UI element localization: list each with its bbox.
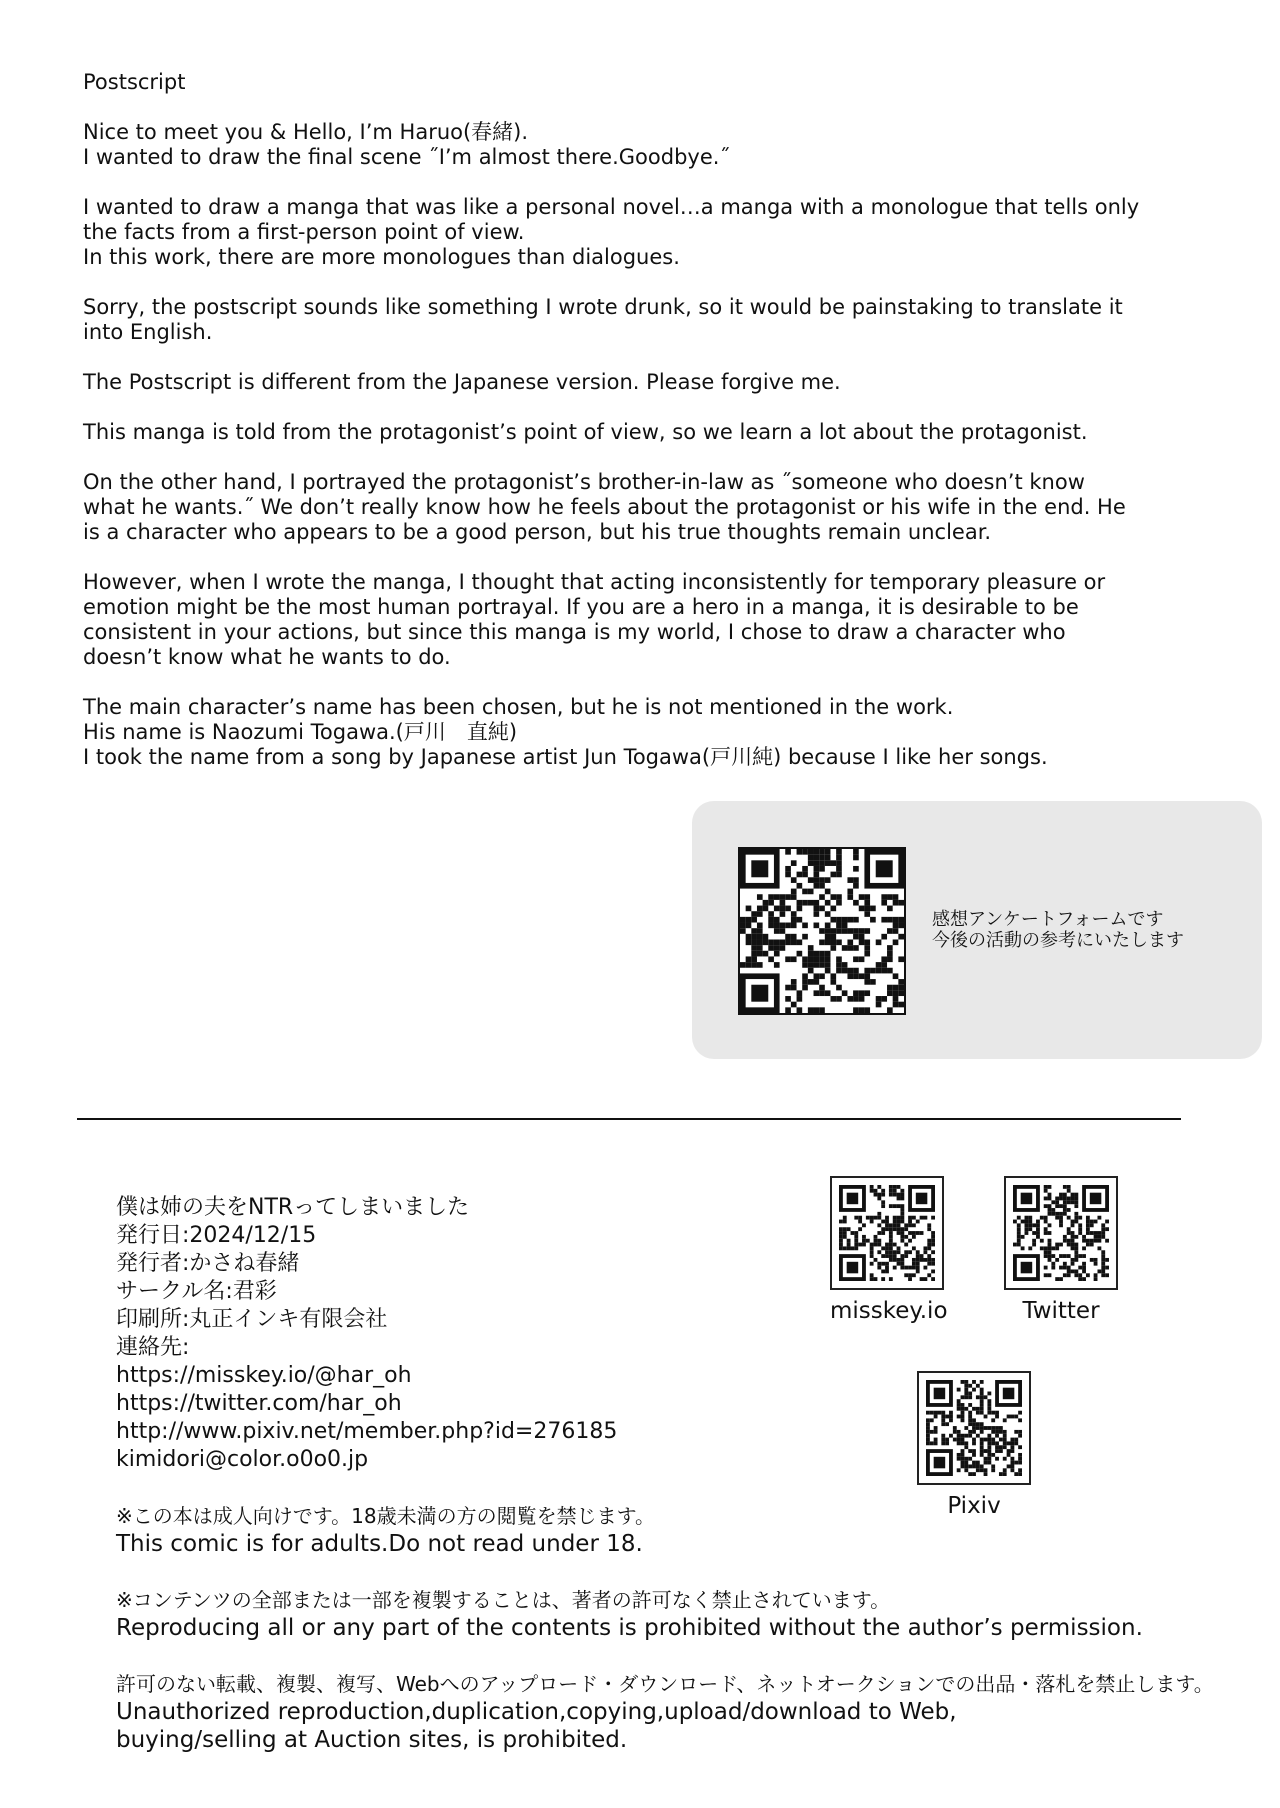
copyright-notice	[116, 1586, 1256, 1642]
qr-code-icon	[740, 849, 904, 1013]
paragraph	[83, 195, 1193, 270]
pixiv-qr[interactable]	[917, 1371, 1031, 1519]
postscript-title: Postscript	[83, 70, 186, 94]
reproduction-notice-en-1: Unauthorized reproduction,duplication,copying,upload/download to Web,	[116, 1699, 957, 1725]
text-line: consistent in your actions, but since this manga is my world, I chose to draw a character who	[83, 620, 1066, 644]
circle-name: サークル名:君彩	[116, 1279, 277, 1304]
survey-qr-code[interactable]	[738, 847, 906, 1015]
contact-misskey[interactable]: https://misskey.io/@har_oh	[116, 1363, 412, 1388]
survey-caption	[932, 909, 1184, 951]
text-line: doesn’t know what he wants to do.	[83, 645, 451, 669]
text-line: Nice to meet you & Hello, I’m Haruo(春緒).	[83, 120, 529, 144]
paragraph	[83, 470, 1193, 545]
adult-notice	[116, 1502, 1256, 1558]
text-line: In this work, there are more monologues than dialogues.	[83, 245, 680, 269]
contact-label: 連絡先:	[116, 1335, 190, 1360]
adult-notice-en: This comic is for adults.Do not read under 18.	[116, 1531, 643, 1557]
book-title: 僕は姉の夫をNTRってしまいました	[116, 1195, 470, 1220]
paragraph	[83, 420, 1193, 445]
misskey-qr-code[interactable]	[830, 1176, 944, 1290]
paragraph	[83, 295, 1193, 345]
divider	[77, 1118, 1181, 1120]
text-line: On the other hand, I portrayed the protagonist’s brother-in-law as ˝someone who doesn’t know	[83, 470, 1085, 494]
publish-date: 発行日:2024/12/15	[116, 1223, 317, 1248]
misskey-label: misskey.io	[830, 1298, 948, 1324]
twitter-qr-code[interactable]	[1004, 1176, 1118, 1290]
adult-notice-jp: ※この本は成人向けです。18歳未満の方の閲覧を禁じます。	[116, 1504, 656, 1528]
survey-line-2: 今後の活動の参考にいたします	[932, 930, 1184, 951]
copyright-notice-en: Reproducing all or any part of the contents is prohibited without the author’s permission.	[116, 1615, 1143, 1641]
text-line: emotion might be the most human portrayal. If you are a hero in a manga, it is desirable to be	[83, 595, 1079, 619]
twitter-qr[interactable]	[1004, 1176, 1118, 1324]
printer: 印刷所:丸正インキ有限会社	[116, 1307, 388, 1332]
text-line: However, when I wrote the manga, I thought that acting inconsistently for temporary pleasure or	[83, 570, 1106, 594]
reproduction-notice	[116, 1670, 1256, 1754]
survey-panel	[692, 801, 1262, 1059]
pixiv-qr-code[interactable]	[917, 1371, 1031, 1485]
text-line: The Postscript is different from the Japanese version. Please forgive me.	[83, 370, 841, 394]
text-line: I wanted to draw the final scene ˝I’m almost there.Goodbye.˝	[83, 145, 730, 169]
copyright-notice-jp: ※コンテンツの全部または一部を複製することは、著者の許可なく禁止されています。	[116, 1588, 891, 1612]
paragraph	[83, 370, 1193, 395]
text-line: into English.	[83, 320, 213, 344]
paragraph	[83, 120, 1193, 170]
survey-line-1: 感想アンケートフォームです	[932, 909, 1164, 930]
text-line: I wanted to draw a manga that was like a personal novel…a manga with a monologue that tells only	[83, 195, 1140, 219]
text-line: is a character who appears to be a good person, but his true thoughts remain unclear.	[83, 520, 992, 544]
postscript	[83, 70, 1193, 795]
contact-pixiv[interactable]: http://www.pixiv.net/member.php?id=276185	[116, 1419, 618, 1444]
text-line: what he wants.˝ We don’t really know how he feels about the protagonist or his wife in the end. He	[83, 495, 1126, 519]
text-line: His name is Naozumi Togawa.(戸川 直純)	[83, 720, 518, 744]
paragraph	[83, 695, 1193, 770]
misskey-qr[interactable]	[830, 1176, 948, 1324]
reproduction-notice-jp: 許可のない転載、複製、複写、Webへのアップロード・ダウンロード、ネットオークションでの出品・落札を禁止します。	[116, 1672, 1214, 1696]
paragraph	[83, 570, 1193, 670]
contact-email[interactable]: kimidori@color.o0o0.jp	[116, 1447, 369, 1472]
text-line: Sorry, the postscript sounds like something I wrote drunk, so it would be painstaking to translate it	[83, 295, 1123, 319]
qr-code-icon	[839, 1185, 935, 1281]
text-line: The main character’s name has been chosen, but he is not mentioned in the work.	[83, 695, 954, 719]
qr-code-icon	[926, 1380, 1022, 1476]
pixiv-label: Pixiv	[947, 1493, 1001, 1519]
text-line: This manga is told from the protagonist’s point of view, so we learn a lot about the protagonist.	[83, 420, 1088, 444]
qr-code-icon	[1013, 1185, 1109, 1281]
twitter-label: Twitter	[1022, 1298, 1100, 1324]
contact-twitter[interactable]: https://twitter.com/har_oh	[116, 1391, 402, 1416]
reproduction-notice-en-2: buying/selling at Auction sites, is prohibited.	[116, 1727, 628, 1753]
publisher: 発行者:かさね春緒	[116, 1251, 300, 1276]
text-line: I took the name from a song by Japanese artist Jun Togawa(戸川純) because I like her songs.	[83, 745, 1048, 769]
text-line: the facts from a first-person point of view.	[83, 220, 525, 244]
